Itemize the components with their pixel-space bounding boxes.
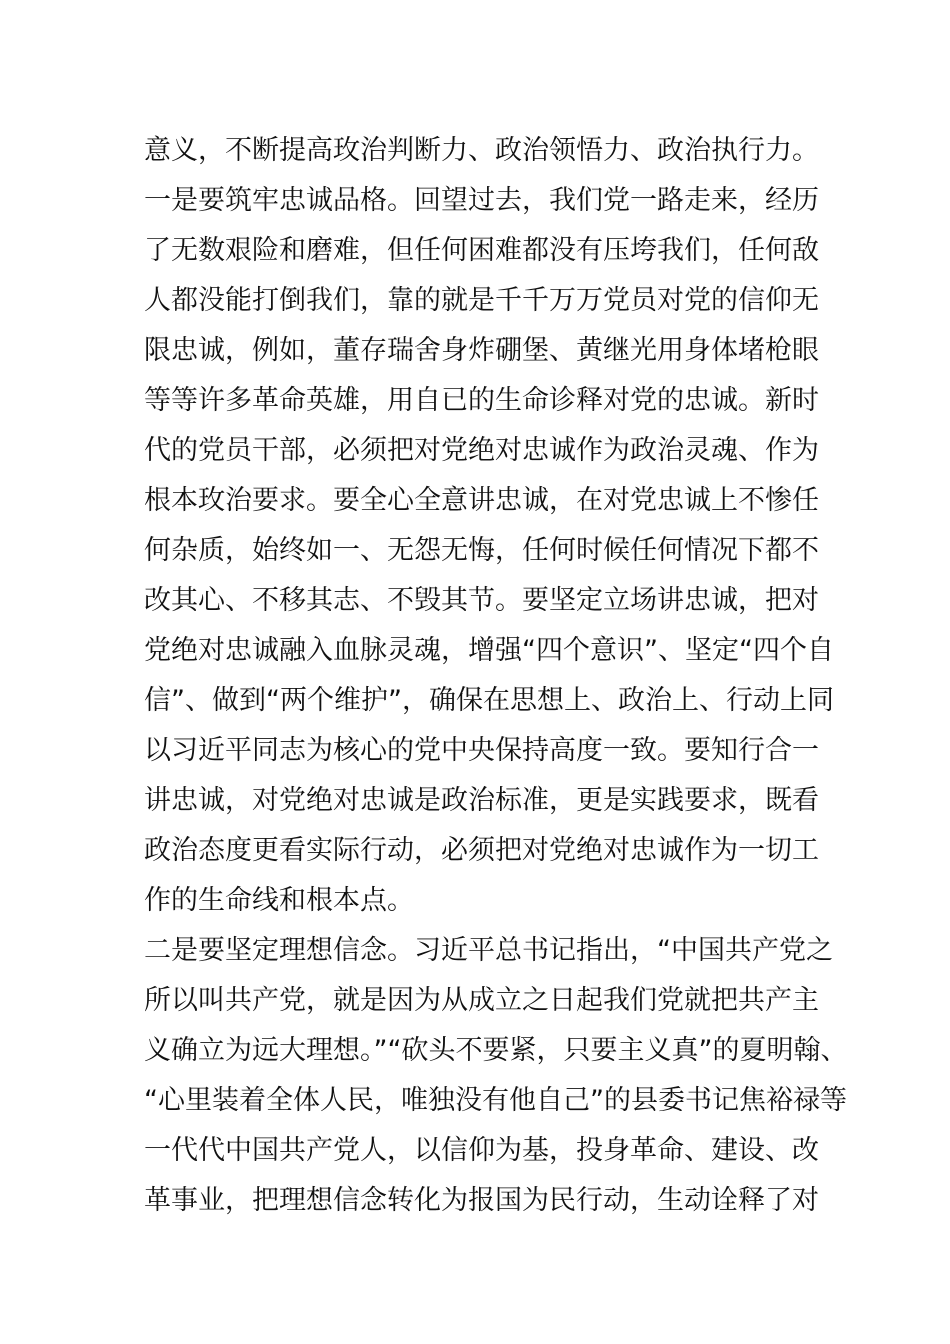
text-line: 等等许多革命英雄，用自已的生命诊释对党的忠诚。新时 bbox=[144, 385, 819, 416]
text-line: “心里装着全体人民，唯独没有他自己”的县委书记焦裕禄等 bbox=[144, 1085, 847, 1116]
text-line: 义确立为远大理想。”“砍头不要紧，只要主义真”的夏明翰、 bbox=[144, 1035, 848, 1066]
body-text bbox=[144, 126, 848, 1226]
text-line: 二是要坚定理想信念。习近平总书记指出，“中国共产党之 bbox=[144, 935, 833, 966]
text-line: 何杂质，始终如一、无怨无悔，任何时候任何情况下都不 bbox=[144, 535, 819, 566]
text-line: 讲忠诚，对党绝对忠诚是政治标准，更是实践要求，既看 bbox=[144, 785, 819, 816]
text-line: 一是要筑牢忠诚品格。回望过去，我们党一路走来，经历 bbox=[144, 185, 819, 216]
text-line: 以习近平同志为核心的党中央保持高度一致。要知行合一 bbox=[144, 735, 819, 766]
text-line: 所以叫共产党，就是因为从成立之日起我们党就把共产主 bbox=[144, 985, 819, 1016]
text-line: 政治态度更看实际行动，必须把对党绝对忠诚作为一切工 bbox=[144, 835, 819, 866]
text-line: 革事业，把理想信念转化为报国为民行动，生动诠释了对 bbox=[144, 1185, 819, 1216]
text-line: 限忠诚，例如，董存瑞舍身炸硼堡、黄继光用身体堵枪眼 bbox=[144, 335, 819, 366]
text-line: 意义，不断提高玫治判断力、政治领悟力、政治执行力。 bbox=[144, 135, 819, 166]
text-line: 人都没能打倒我们，靠的就是千千万万党员对党的信仰无 bbox=[144, 285, 819, 316]
text-line: 信”、做到“两个维护”，确保在思想上、政治上、行动上同 bbox=[144, 685, 834, 716]
text-line: 了无数艰险和磨难，但任何困难都没有压垮我们，任何敌 bbox=[144, 235, 819, 266]
text-line: 改其心、不移其志、不毁其节。要坚定立场讲忠诚，把对 bbox=[144, 585, 819, 616]
text-line: 一代代中国共产党人，以信仰为基，投身革命、建设、改 bbox=[144, 1135, 819, 1166]
text-line: 党绝对忠诚融入血脉灵魂，增强“四个意识”、坚定“四个自 bbox=[144, 635, 834, 666]
text-line: 根本玫治要求。要全心全意讲忠诚，在对党忠诚上不惨任 bbox=[144, 485, 819, 516]
text-line: 代的党员干部，必须把对党绝对忠诚作为政治灵魂、作为 bbox=[144, 435, 819, 466]
text-line: 作的生命线和根本点。 bbox=[144, 885, 414, 916]
